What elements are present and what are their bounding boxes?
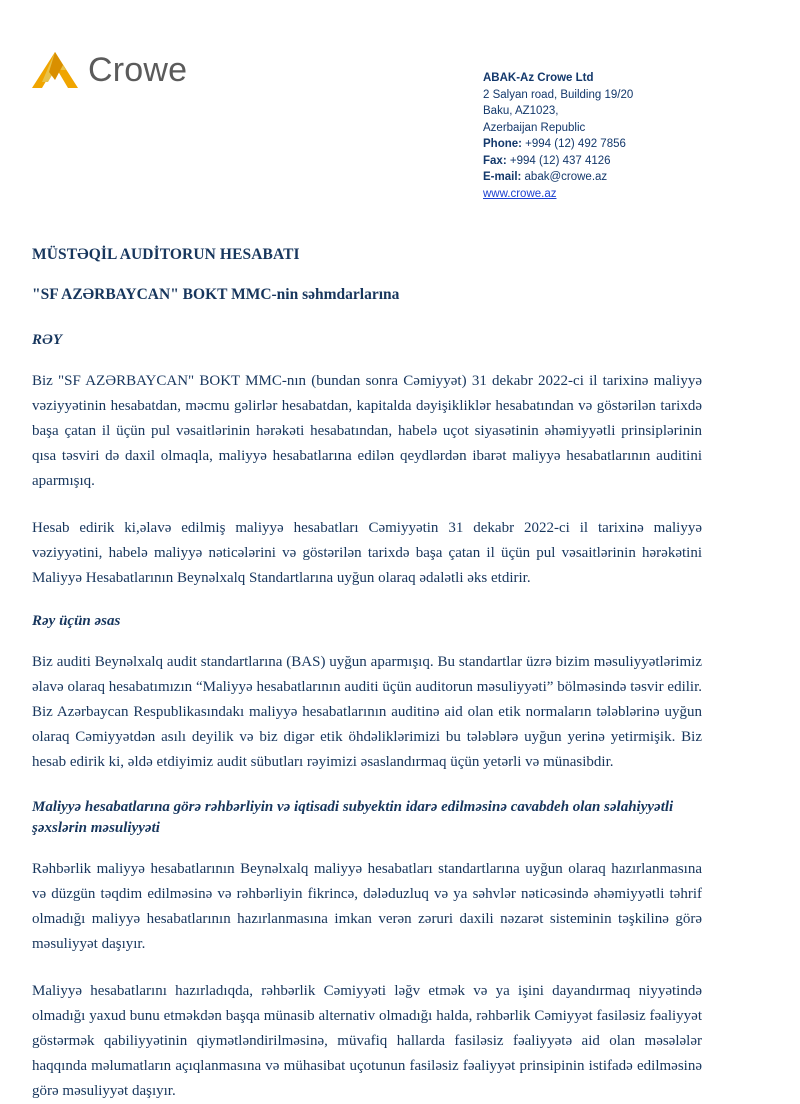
contact-phone-value: +994 (12) 492 7856 xyxy=(521,138,626,150)
contact-email-label: E-mail: xyxy=(483,171,522,183)
section-heading-management-responsibility: Maliyyə hesabatlarına görə rəhbərliyin və iqtisadi subyektin idarə edilməsinə cavabdeh olan səlahiyyətli şəxslərin məsuliyyəti xyxy=(32,799,674,836)
page-header xyxy=(30,44,738,202)
contact-address-line2: Baku, AZ1023, xyxy=(483,105,559,117)
contact-email xyxy=(483,169,738,186)
contact-phone xyxy=(483,136,738,153)
contact-address-line3: Azerbaijan Republic xyxy=(483,121,586,134)
basis-paragraph-1: Biz auditi Beynəlxalq audit standartlarına (BAS) uyğun aparmışıq. Bu standartlar üzrə bizim məsuliyyətlərimiz əlavə olaraq hesabatımızın “Maliyyə hesabatlarının auditi üçün auditorun məsuliyyəti” bölməsində təsvir edilir. Biz Azərbaycan Respublikasındakı maliyyə hesabatlarının auditinə aid olan etik normaların tələblərinə uyğun olaraq Cəmiyyətdən asılı deyilik və biz digər etik öhdəliklərimizi bu tələblərə uyğun yerinə yetirmişik. Biz hesab edirik ki, əldə etdiyimiz audit sübutları rəyimizi əsaslandırmaq üçün yetərli və münasibdir. xyxy=(32,654,702,770)
brand-name: Crowe xyxy=(88,51,188,89)
management-paragraph-1: Rəhbərlik maliyyə hesabatlarının Beynəlxalq maliyyə hesabatları standartlarına uyğun olaraq hazırlanmasına və düzgün təqdim edilməsinə və rəhbərliyin fikrincə, dələduzluq və ya səhvlər nəticəsində əhəmiyyətli təhrif olmadığı maliyyə hesabatlarının hazırlanmasına imkan verən zəruri daxili nəzarət sisteminin təşkilinə görə məsuliyyət daşıyır. xyxy=(32,861,702,952)
contact-website-link[interactable]: www.crowe.az xyxy=(483,187,557,200)
opinion-paragraph-1: Biz "SF AZƏRBAYCAN" BOKT MMC-nın (bundan sonra Cəmiyyət) 31 dekabr 2022-ci il tarixinə maliyyə vəziyyətinin hesabatdan, məcmu gəlirlər hesabatdan, kapitalda dəyişikliklər hesabatından və göstərilən tarixdə başa çatan il üçün pul vəsaitlərinin hərəkəti hesabatından, habelə uçot siyasətinin əhəmiyyətli prinsiplərinin qısa təsviri də daxil olmaqla, maliyyə hesabatlarına edilən qeydlərdən ibarət maliyyə hesabatlarının auditini aparmışıq. xyxy=(32,373,702,489)
document-body xyxy=(30,246,738,1104)
document-subtitle: "SF AZƏRBAYCAN" BOKT MMC-nin səhmdarlarına xyxy=(32,286,400,303)
contact-fax xyxy=(483,153,738,170)
section-heading-opinion: RƏY xyxy=(32,332,62,348)
crowe-chevron-logo-icon xyxy=(32,50,78,90)
contact-company: ABAK-Az Crowe Ltd xyxy=(483,72,594,84)
brand-logo xyxy=(30,50,187,90)
contact-website-row xyxy=(483,186,738,203)
section-heading-basis: Rəy üçün əsas xyxy=(32,613,121,629)
contact-fax-value: +994 (12) 437 4126 xyxy=(506,154,611,167)
contact-address-line1: 2 Salyan road, Building 19/20 xyxy=(483,88,634,101)
contact-block xyxy=(483,70,738,202)
opinion-paragraph-2: Hesab edirik ki,əlavə edilmiş maliyyə hesabatları Cəmiyyətin 31 dekabr 2022-ci il tarixinə maliyyə vəziyyətini, habelə maliyyə nəticələrini və göstərilən tarixdə başa çatan il üçün pul vəsaitlərinin hərəkətini Maliyyə Hesabatlarının Beynəlxalq Standartlarına uyğun olaraq ədalətli əks etdirir. xyxy=(32,520,702,586)
contact-email-value: abak@crowe.az xyxy=(521,171,608,183)
page-title: MÜSTƏQİL AUDİTORUN HESABATI xyxy=(32,246,300,263)
management-paragraph-2: Maliyyə hesabatlarını hazırladıqda, rəhbərlik Cəmiyyəti ləğv etmək və ya işini dayandırmaq niyyətində olmadığı yaxud bunu etməkdən başqa münasib alternativ olmadığı halda, rəhbərlik Cəmiyyət fasiləsiz fəaliyyət göstərmək qabiliyyətinin qiymətləndirilməsinə, müvafiq hallarda fasiləsiz fəaliyyətə aid olan məsələlər haqqında məlumatların açıqlanmasına və mühasibat uçotunun fasiləsiz fəaliyyət prinsipinin istifadə edilməsinə görə məsuliyyət daşıyır. xyxy=(32,983,702,1099)
contact-fax-label: Fax: xyxy=(483,154,507,167)
contact-phone-label: Phone: xyxy=(483,138,522,150)
